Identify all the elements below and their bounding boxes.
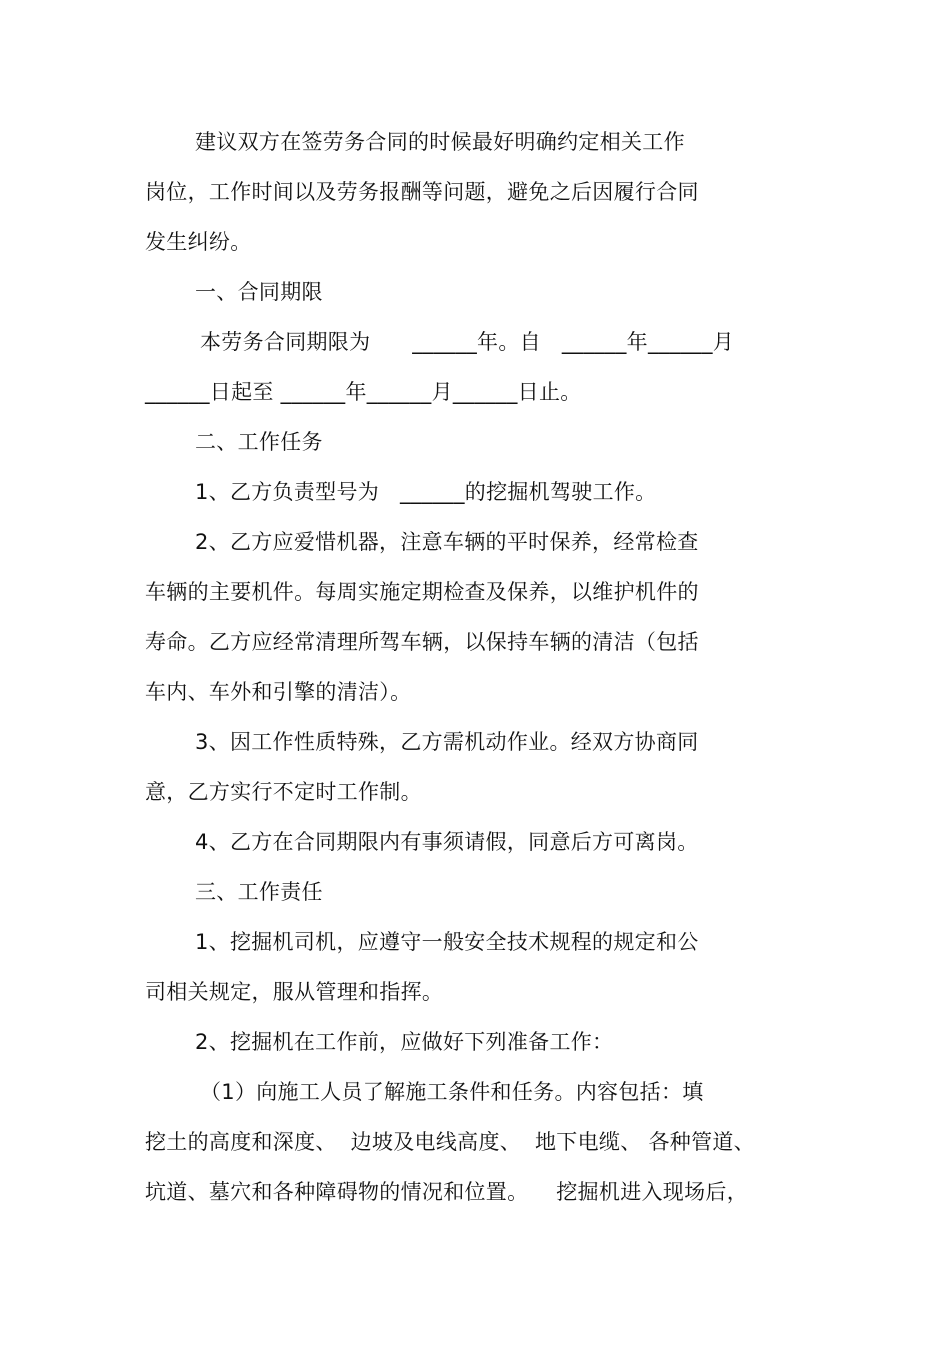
paragraph-line: 1、乙方负责型号为 ______的挖掘机驾驶工作。 (195, 480, 657, 504)
section-heading: 三、工作责任 (195, 880, 323, 904)
paragraph-line: 3、因工作性质特殊，乙方需机动作业。经双方协商同 (195, 730, 699, 754)
paragraph-line: 本劳务合同期限为 ______年。自 ______年______月 (200, 330, 735, 354)
paragraph-line: 2、挖掘机在工作前，应做好下列准备工作： (195, 1030, 614, 1054)
section-heading: 一、合同期限 (195, 280, 323, 304)
section-heading: 二、工作任务 (195, 430, 323, 454)
paragraph-line: 建议双方在签劳务合同的时候最好明确约定相关工作 (195, 130, 685, 154)
paragraph-line: 坑道、墓穴和各种障碍物的情况和位置。 挖掘机进入现场后， (145, 1180, 748, 1204)
paragraph-line: 意，乙方实行不定时工作制。 (145, 780, 422, 804)
paragraph-line: ______日起至 ______年______月______日止。 (145, 380, 582, 404)
paragraph-line: 2、乙方应爱惜机器，注意车辆的平时保养，经常检查 (195, 530, 699, 554)
paragraph-line: 寿命。乙方应经常清理所驾车辆，以保持车辆的清洁（包括 (145, 630, 699, 654)
paragraph-line: 车内、车外和引擎的清洁）。 (145, 680, 412, 704)
paragraph-line: 4、乙方在合同期限内有事须请假，同意后方可离岗。 (195, 830, 699, 854)
paragraph-line: 1、挖掘机司机，应遵守一般安全技术规程的规定和公 (195, 930, 699, 954)
paragraph-line: 司相关规定，服从管理和指挥。 (145, 980, 444, 1004)
paragraph-line: 发生纠纷。 (145, 230, 252, 254)
paragraph-line: 岗位，工作时间以及劳务报酬等问题，避免之后因履行合同 (145, 180, 699, 204)
paragraph-line: （1）向施工人员了解施工条件和任务。内容包括：填 (200, 1080, 704, 1104)
paragraph-line: 挖土的高度和深度、 边坡及电线高度、 地下电缆、 各种管道、 (145, 1130, 755, 1154)
paragraph-line: 车辆的主要机件。每周实施定期检查及保养，以维护机件的 (145, 580, 699, 604)
